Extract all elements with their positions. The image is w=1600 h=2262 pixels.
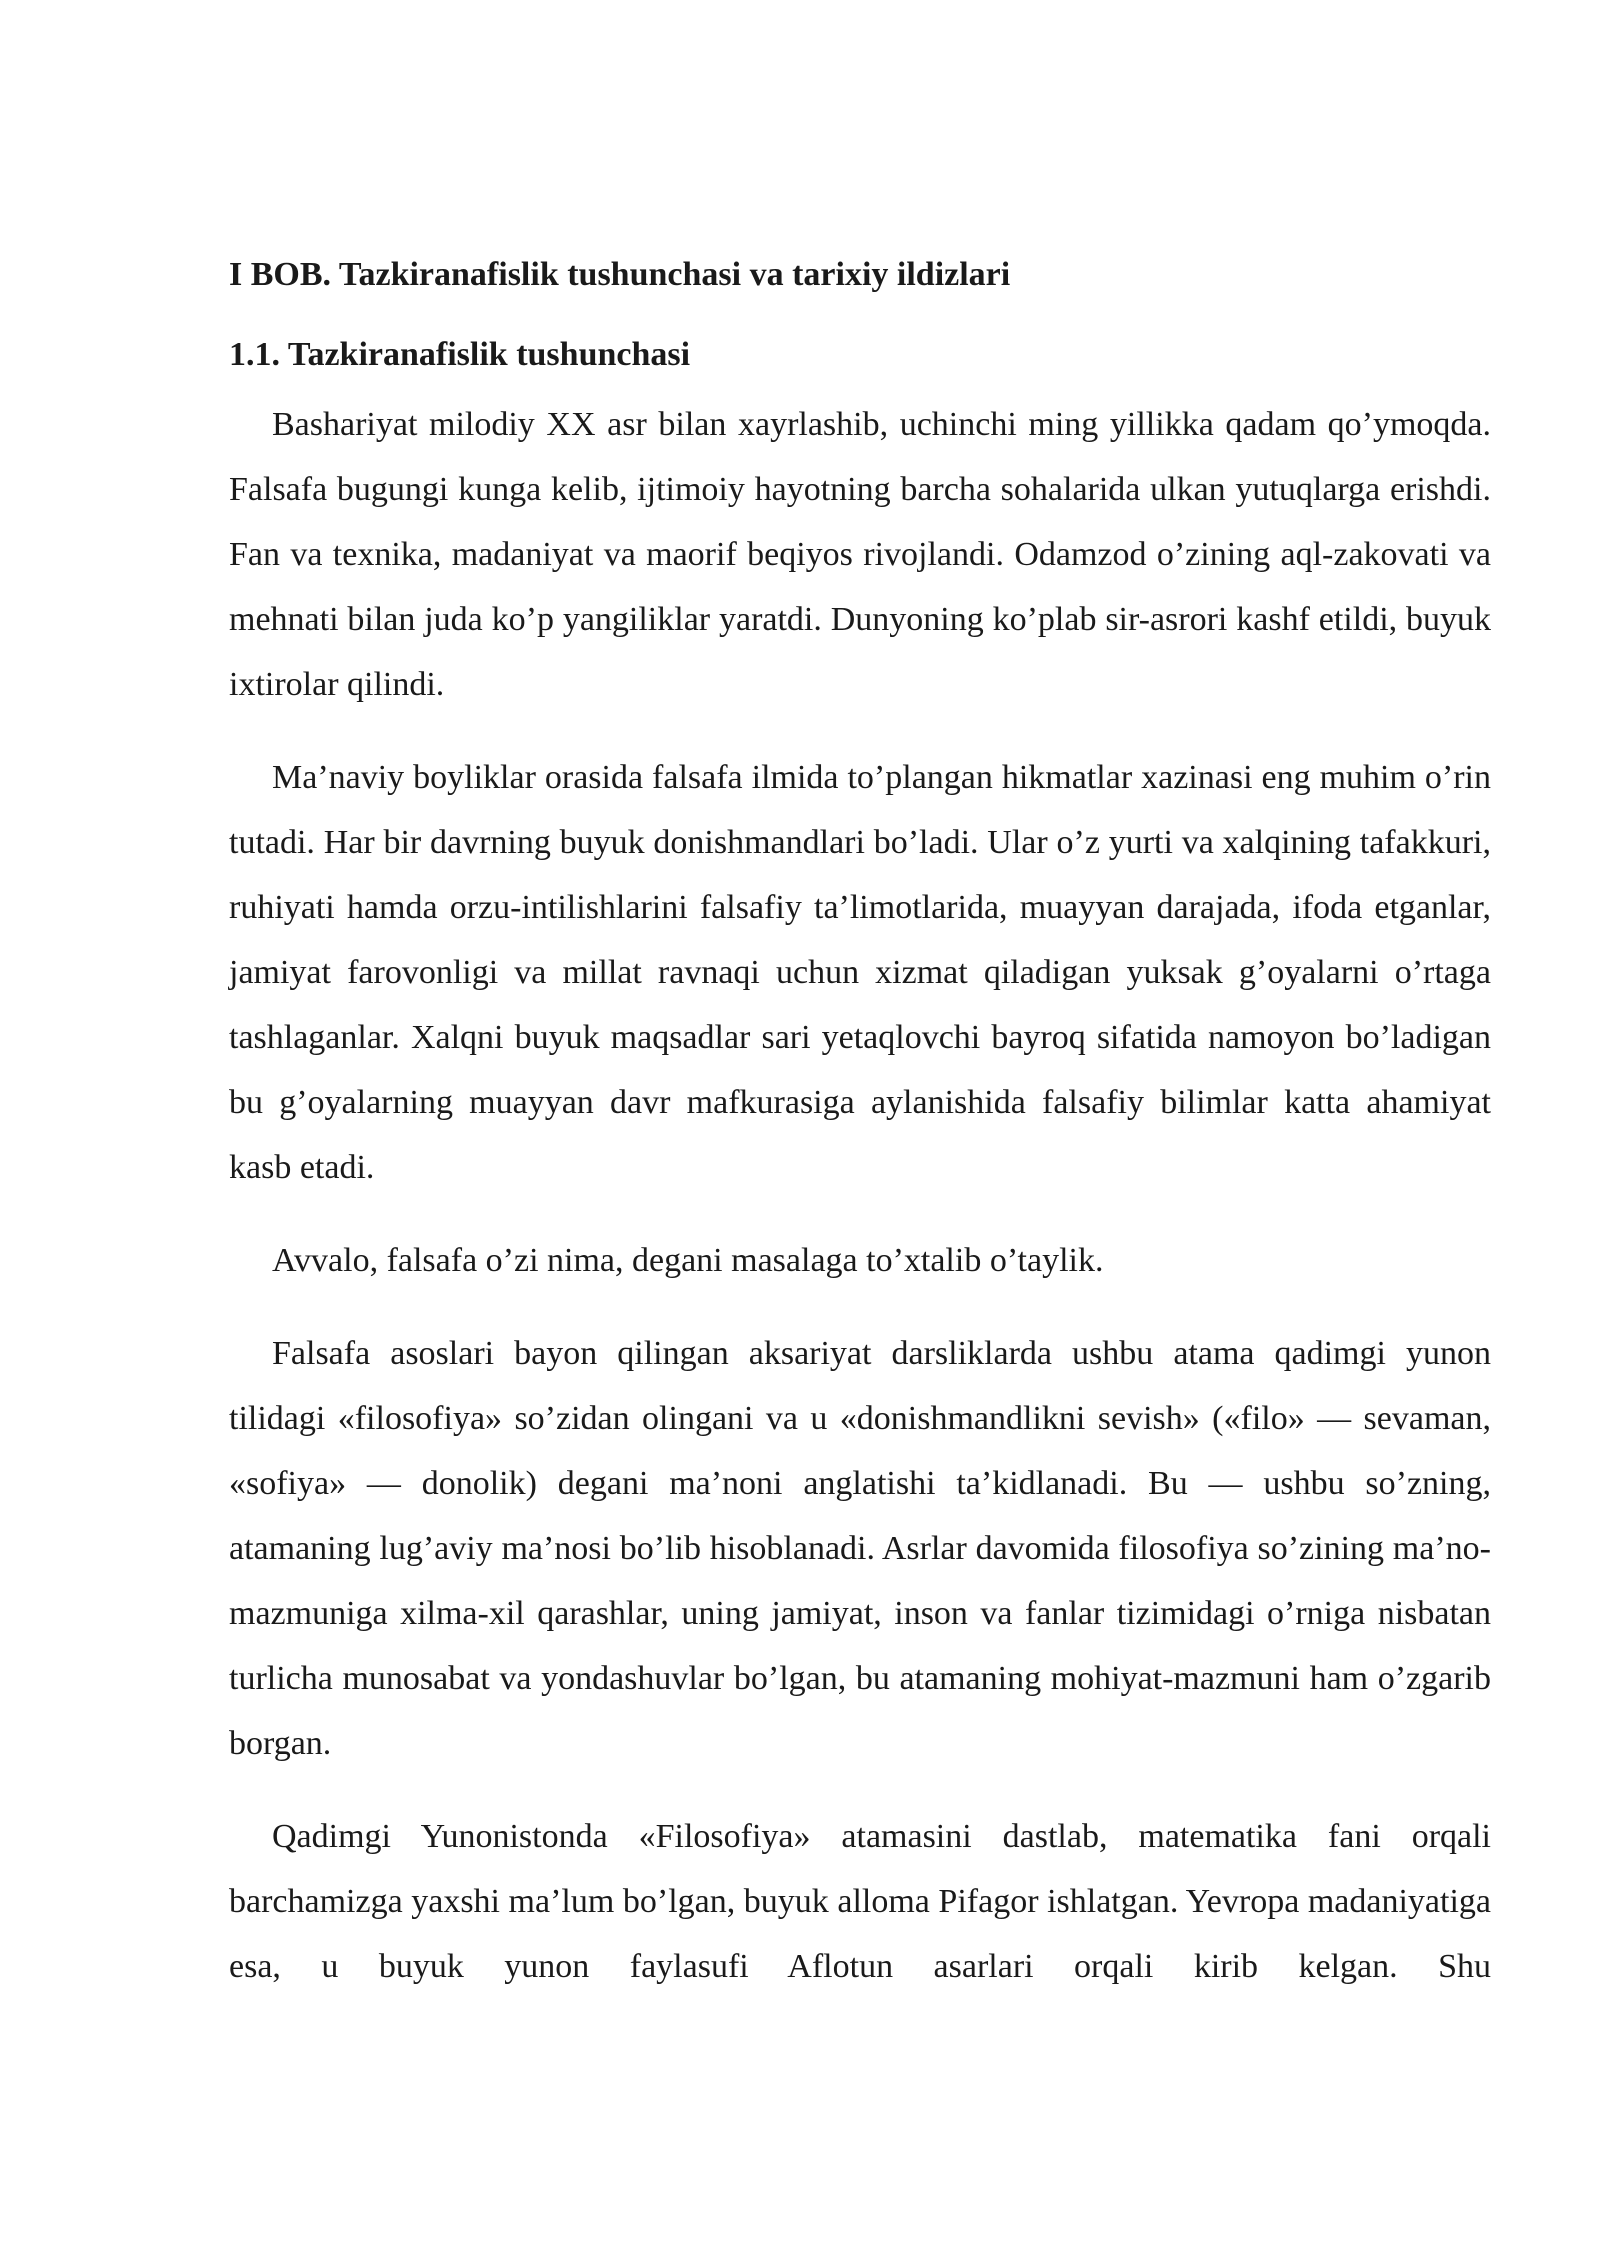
paragraph-2: Ma’naviy boyliklar orasida falsafa ilmida to’plangan hikmatlar xazinasi eng muhim o’rin tutadi. Har bir davrning buyuk donishmandlari bo’ladi. Ular o’z yurti va xalqining tafakkuri, ruhiyati hamda orzu-intilishlarini falsafiy ta’limotlarida, muayyan darajada, ifoda etganlar, jamiyat farovonligi va millat ravnaqi uchun xizmat qiladigan yuksak g’oyalarni o’rtaga tashlaganlar. Xalqni buyuk maqsadlar sari yetaqlovchi bayroq sifatida namoyon bo’ladigan bu g’oyalarning muayyan davr mafkurasiga aylanishida falsafiy bilimlar katta ahamiyat kasb etadi.: [229, 759, 1491, 1186]
section-title: 1.1. Tazkiranafislik tushunchasi: [229, 336, 691, 373]
paragraph-4: Falsafa asoslari bayon qilingan aksariyat darsliklarda ushbu atama qadimgi yunon tilidagi «filosofiya» so’zidan olingani va u «donishmandlikni sevish» («filo» — sevaman, «sofiya» — donolik) degani ma’noni anglatishi ta’kidlanadi. Bu — ushbu so’zning, atamaning lug’aviy ma’nosi bo’lib hisoblanadi. Asrlar davomida filosofiya so’zining ma’no-mazmuniga xilma-xil qarashlar, uning jamiyat, inson va fanlar tizimidagi o’rniga nisbatan turlicha munosabat va yondashuvlar bo’lgan, bu atamaning mohiyat-mazmuni ham o’zgarib borgan.: [229, 1335, 1491, 1762]
paragraph-1: Bashariyat milodiy XX asr bilan xayrlashib, uchinchi ming yillikka qadam qo’ymoqda. Falsafa bugungi kunga kelib, ijtimoiy hayotning barcha sohalarida ulkan yutuqlarga erishdi. Fan va texnika, madaniyat va maorif beqiyos rivojlandi. Odamzod o’zining aql-zakovati va mehnati bilan juda ko’p yangiliklar yaratdi. Dunyoning ko’plab sir-asrori kashf etildi, buyuk ixtirolar qilindi.: [229, 406, 1491, 703]
document-page: [229, 250, 1491, 2027]
chapter-title: I BOB. Tazkiranafislik tushunchasi va tarixiy ildizlari: [229, 256, 1011, 293]
paragraph-3: Avvalo, falsafa o’zi nima, degani masalaga to’xtalib o’taylik.: [272, 1242, 1104, 1279]
paragraph-5: Qadimgi Yunonistonda «Filosofiya» atamasini dastlab, matematika fani orqali barchamizga yaxshi ma’lum bo’lgan, buyuk alloma Pifagor ishlatgan. Yevropa madaniyatiga esa, u buyuk yunon faylasufi Aflotun asarlari orqali kirib kelgan. Shu: [229, 1818, 1491, 1985]
